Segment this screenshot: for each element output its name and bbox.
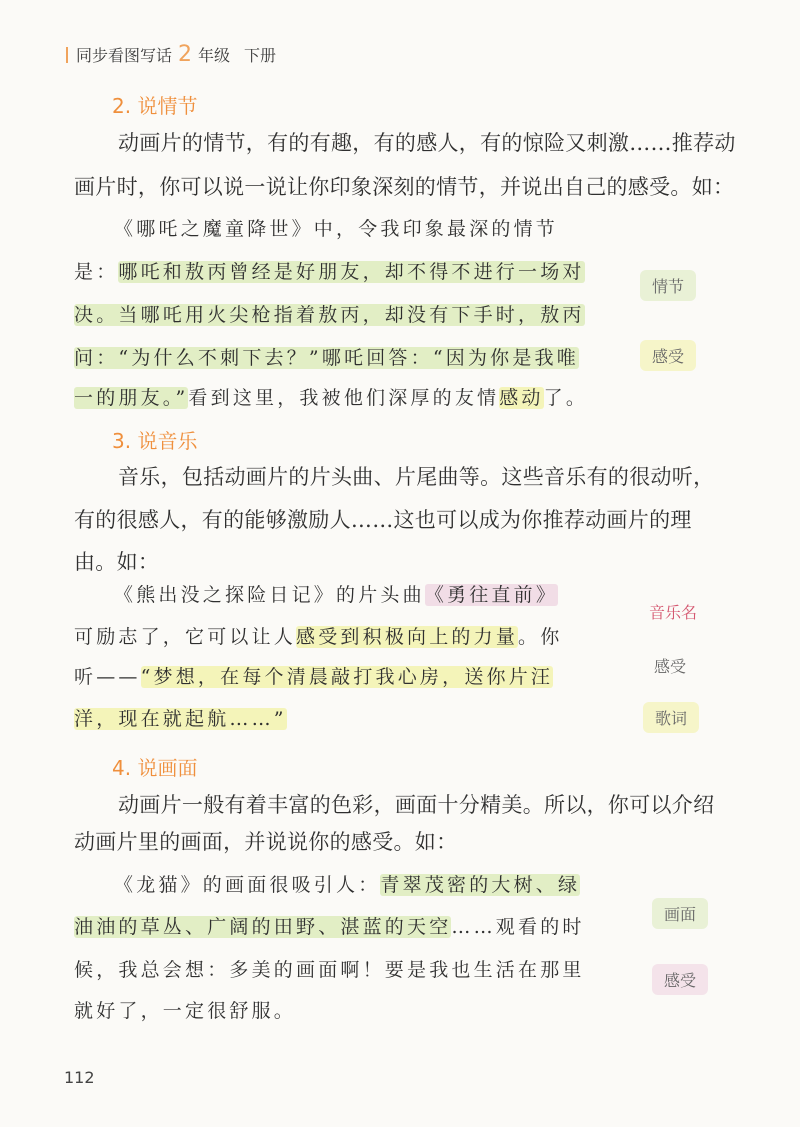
section-title-plot: 2. 说情节 [112,94,198,118]
margin-tag-feeling: 感受 [640,340,696,371]
grade-number: 2 [178,42,193,67]
feeling-highlight: 感受到积极向上的力量 [296,626,519,648]
paragraph-line: 画片时，你可以说一说让你印象深刻的情节，并说出自己的感受。如： [74,175,735,199]
section-title-music: 3. 说音乐 [112,429,198,453]
volume-label: 下册 [244,46,277,65]
music-name-highlight: 《勇往直前》 [424,584,559,606]
example-line [74,710,287,729]
page-number: 112 [64,1068,95,1087]
paragraph-line: 由。如： [74,550,160,574]
example-text: 候，我总会想： [74,959,230,981]
plot-highlight: 决。当哪吒用火尖枪指着敖丙，却没有下手时，敖丙 [74,304,585,326]
example-line [74,668,553,687]
example-text: 听—— [74,666,141,688]
lyrics-highlight: “梦想，在每个清晨敲打我心房，送你片汪 [140,666,554,688]
plot-highlight: 哪吒和敖丙曾经是好朋友，却不得不进行一场对 [118,261,585,283]
header-accent-bar [66,47,68,63]
feeling-highlight: 感动 [499,387,544,409]
example-text: 。你 [518,626,563,648]
paragraph-line: 动画片的情节，有的有趣，有的感人，有的惊险又刺激……推荐动 [118,131,736,155]
picture-highlight: 油油的草丛、广阔的田野、湛蓝的天空 [74,916,452,938]
paragraph-line: 有的很感人，有的能够激励人……这也可以成为你推荐动画片的理 [74,508,692,532]
example-text: 可励志了，它可以让人 [74,626,297,648]
paragraph-line: 音乐，包括动画片的片头曲、片尾曲等。这些音乐有的很动听， [118,465,715,489]
example-line [114,876,580,895]
margin-tag-picture: 画面 [652,898,708,929]
section-title-picture: 4. 说画面 [112,756,198,780]
example-line: 《哪吒之魔童降世》中，令我印象最深的情节 [114,218,559,240]
example-line [74,961,585,980]
example-line [74,263,585,282]
example-line: 就好了，一定很舒服。 [74,1000,297,1022]
example-text: 是： [74,261,119,283]
picture-highlight: 青翠茂密的大树、绿 [380,874,581,896]
example-line [74,918,585,937]
grade-label: 年级 [198,46,231,65]
margin-tag-lyrics: 歌词 [643,702,699,733]
example-text: 《熊出没之探险日记》的片头曲 [114,584,425,606]
margin-tag-feeling: 感受 [652,964,708,995]
example-text: 多美的画面啊！要是我也生活在那里 [229,959,585,981]
example-text: 看到这里，我被他们深厚的友情 [188,387,500,409]
plot-highlight: 问：“为什么不刺下去？”哪吒回答：“因为你是我唯 [74,347,579,369]
running-header [66,42,276,67]
margin-tag-plot: 情节 [640,270,696,301]
paragraph-line: 动画片里的画面，并说说你的感受。如： [74,830,458,854]
margin-tag-feeling: 感受 [654,657,687,676]
margin-tag-music-name: 音乐名 [649,603,698,622]
example-line [74,349,579,368]
example-text: 《龙猫》的画面很吸引人： [114,874,381,896]
example-line [74,389,588,408]
example-line [114,586,558,605]
paragraph-line: 动画片一般有着丰富的色彩，画面十分精美。所以，你可以介绍 [118,793,715,817]
plot-highlight: 一的朋友。” [74,387,189,409]
example-text: ……观看的时 [451,916,585,938]
example-line [74,306,585,325]
example-line [74,628,562,647]
example-text: 了。 [543,387,589,409]
book-title: 同步看图写话 [76,46,173,65]
lyrics-highlight: 洋，现在就起航……” [74,708,287,730]
